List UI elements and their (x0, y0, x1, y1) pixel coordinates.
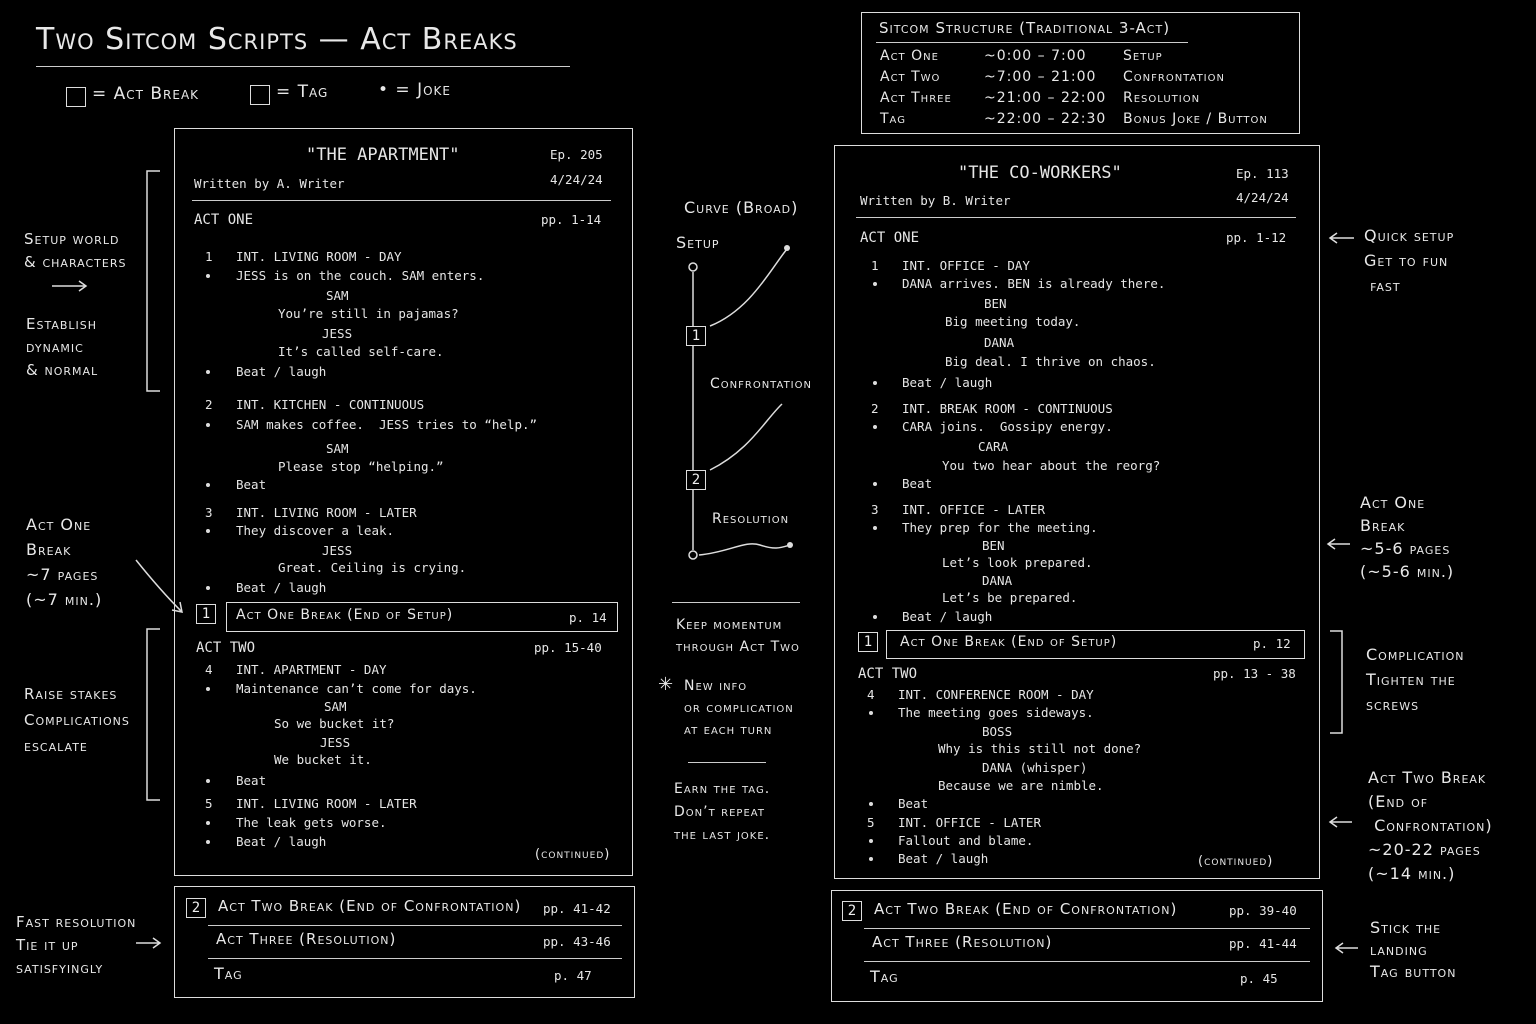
curve-resolution-line (699, 544, 790, 555)
note-act-one-break-right: Act One Break ~5-6 pages (~5-6 min.) (1360, 493, 1455, 581)
note-fast-resolution: Fast resolution Tie it up satisfyingly (16, 913, 137, 977)
action-line: Maintenance can’t come for days. (236, 681, 477, 696)
arrow-stick-landing (1336, 943, 1358, 953)
character-name: DANA (984, 335, 1015, 350)
structure-row-label: Tag (880, 111, 906, 127)
curve-act-break-1: 1 (686, 326, 706, 346)
beat-line: Beat / laugh (236, 834, 327, 849)
tip-earn-the-tag: Earn the tag. Don’t repeat the last joke. (674, 781, 771, 843)
act-break-label: Act One Break (End of Setup) (900, 634, 1118, 650)
right-act-one: ACT ONE (860, 230, 920, 246)
scene-number: 5 (205, 796, 213, 811)
beat-line: Beat / laugh (902, 609, 993, 624)
beat-line: Beat (236, 773, 267, 788)
action-line: Fallout and blame. (898, 833, 1034, 848)
structure-row-phase: Confrontation (1123, 69, 1225, 85)
dialogue-line: Let’s look prepared. (942, 555, 1093, 570)
left-date: 4/24/24 (550, 172, 603, 187)
curve-setup-line (710, 249, 787, 326)
character-name: CARA (978, 439, 1009, 454)
right-bracket-complication (1330, 631, 1342, 733)
curve-resolution-end (787, 542, 793, 548)
character-name: BEN (984, 296, 1007, 311)
action-line: DANA arrives. BEN is already there. (902, 276, 1166, 291)
arrow-act-one-break-right (1328, 539, 1350, 549)
dialogue-line: Because we are nimble. (938, 778, 1104, 793)
act-break-marker: 2 (842, 901, 862, 921)
dialogue-line: Big deal. I thrive on chaos. (945, 354, 1156, 369)
dialogue-line: You’re still in pajamas? (278, 306, 459, 321)
action-line: The leak gets worse. (236, 815, 387, 830)
dialogue-line: Big meeting today. (945, 314, 1081, 329)
dialogue-line: It’s called self-care. (278, 344, 444, 359)
beat-line: Beat (236, 477, 267, 492)
arrow-quick-setup (1330, 233, 1354, 243)
action-line: CARA joins. Gossipy energy. (902, 419, 1113, 434)
dialogue-line: Please stop “helping.” (278, 459, 444, 474)
character-name: DANA (whisper) (982, 760, 1088, 775)
left-act-two: ACT TWO (196, 640, 256, 656)
act-break-label: Act Two Break (End of Confrontation) (218, 897, 522, 915)
scene-number: 4 (205, 662, 213, 677)
tip-new-info: New info or complication at each turn (684, 678, 794, 738)
right-episode: Ep. 113 (1236, 166, 1289, 181)
asterisk-icon: ✳ (658, 674, 675, 695)
note-quick-setup: Quick setup Get to fun fast (1364, 226, 1455, 295)
left-act-one: ACT ONE (194, 212, 254, 228)
note-act-one-break: Act One Break ~7 pages (~7 min.) (26, 515, 103, 609)
curve-resolution-label: Resolution (712, 511, 790, 527)
arrow-fast-resolution (136, 938, 160, 948)
scene-heading: INT. APARTMENT - DAY (236, 662, 387, 677)
structure-row-time: ~22:00 – 22:30 (984, 111, 1107, 127)
curve-title: Curve (Broad) (684, 198, 799, 217)
act-break-pages: pp. 41-42 (543, 901, 611, 916)
tip-keep-momentum: Keep momentum through Act Two (676, 617, 800, 655)
scene-number: 4 (867, 687, 875, 702)
right-act-two-pages: pp. 13 - 38 (1213, 666, 1296, 681)
action-line: The meeting goes sideways. (898, 705, 1094, 720)
beat-line: Beat (898, 796, 929, 811)
curve-end-node (689, 551, 697, 559)
scene-number: 1 (871, 258, 879, 273)
note-stick-landing: Stick the landing Tag button (1370, 918, 1457, 981)
character-name: SAM (326, 288, 349, 303)
beat-line: Beat (902, 476, 933, 491)
beat-line: Beat / laugh (898, 851, 989, 866)
left-bracket-setup (147, 171, 160, 391)
note-complication: Complication Tighten the screws (1366, 645, 1465, 714)
right-act-two: ACT TWO (858, 666, 918, 682)
scene-heading: INT. LIVING ROOM - DAY (236, 249, 402, 264)
left-act-two-pages: pp. 15-40 (534, 640, 602, 655)
dialogue-line: You two hear about the reorg? (942, 458, 1161, 473)
structure-row-phase: Setup (1123, 48, 1163, 64)
structure-title: Sitcom Structure (Traditional 3-Act) (879, 19, 1171, 37)
structure-row-label: Act Three (880, 90, 952, 106)
scene-heading: INT. LIVING ROOM - LATER (236, 796, 417, 811)
action-line: They prep for the meeting. (902, 520, 1098, 535)
action-line: SAM makes coffee. JESS tries to “help.” (236, 417, 538, 432)
arrow-act-one-break (136, 560, 182, 612)
tag-page: p. 47 (554, 968, 592, 983)
structure-row-label: Act Two (880, 69, 941, 85)
act-break-page: p. 14 (569, 610, 607, 625)
right-author: Written by B. Writer (860, 193, 1011, 208)
scene-number: 3 (205, 505, 213, 520)
right-act-one-pages: pp. 1-12 (1226, 230, 1287, 245)
legend-tag: = Tag (276, 82, 329, 102)
scene-heading: INT. OFFICE - DAY (902, 258, 1030, 273)
character-name: BOSS (982, 724, 1013, 739)
beat-line: Beat / laugh (236, 364, 327, 379)
scene-heading: INT. BREAK ROOM - CONTINUOUS (902, 401, 1113, 416)
scene-number: 1 (205, 249, 213, 264)
note-raise-stakes: Raise stakes Complications escalate (24, 685, 130, 755)
curve-setup-peak (784, 245, 790, 251)
act-break-marker: 1 (858, 632, 878, 652)
character-name: DANA (982, 573, 1013, 588)
dialogue-line: We bucket it. (274, 752, 372, 767)
continued-label: (continued) (535, 847, 611, 862)
character-name: BEN (982, 538, 1005, 553)
act-break-marker: 1 (196, 604, 216, 624)
scene-heading: INT. CONFERENCE ROOM - DAY (898, 687, 1094, 702)
continued-label: (continued) (1198, 854, 1274, 869)
scene-number: 2 (205, 397, 213, 412)
dialogue-line: Great. Ceiling is crying. (278, 560, 467, 575)
right-script-title: "THE CO-WORKERS" (958, 163, 1122, 183)
dialogue-line: Let’s be prepared. (942, 590, 1078, 605)
curve-confrontation-line (710, 404, 782, 470)
action-line: JESS is on the couch. SAM enters. (236, 268, 485, 283)
character-name: JESS (322, 543, 353, 558)
legend-act-break: = Act Break (92, 84, 200, 104)
tag-label: Tag (214, 964, 243, 983)
structure-row-phase: Bonus Joke / Button (1123, 111, 1268, 127)
act-three-pages: pp. 41-44 (1229, 936, 1297, 951)
scene-number: 3 (871, 502, 879, 517)
left-script-title: "THE APARTMENT" (306, 145, 460, 165)
left-episode: Ep. 205 (550, 147, 603, 162)
curve-setup-label: Setup (676, 233, 720, 252)
left-author: Written by A. Writer (194, 176, 345, 191)
act-break-page: p. 12 (1253, 636, 1291, 651)
act-break-marker: 2 (186, 898, 206, 918)
curve-confrontation-label: Confrontation (710, 376, 812, 392)
left-bracket-act-two (147, 629, 160, 800)
left-act-one-pages: pp. 1-14 (541, 212, 602, 227)
arrow-setup (52, 281, 86, 291)
action-line: They discover a leak. (236, 523, 395, 538)
dialogue-line: Why is this still not done? (938, 741, 1142, 756)
curve-start-node (689, 263, 697, 271)
dialogue-line: So we bucket it? (274, 716, 395, 731)
scene-heading: INT. OFFICE - LATER (898, 815, 1041, 830)
structure-row-time: ~21:00 – 22:00 (984, 90, 1107, 106)
scene-heading: INT. OFFICE - LATER (902, 502, 1045, 517)
act-break-label: Act One Break (End of Setup) (236, 607, 454, 623)
arrow-act-two-break (1330, 817, 1352, 827)
act-three-label: Act Three (Resolution) (216, 930, 397, 948)
scene-heading: INT. LIVING ROOM - LATER (236, 505, 417, 520)
structure-row-phase: Resolution (1123, 90, 1201, 106)
curve-act-break-2: 2 (686, 470, 706, 490)
character-name: SAM (326, 441, 349, 456)
note-act-two-break: Act Two Break (End of Confrontation) ~20-22 pages (~14 min.) (1368, 768, 1493, 883)
right-date: 4/24/24 (1236, 190, 1289, 205)
legend-joke: • = Joke (378, 80, 451, 100)
scene-number: 5 (867, 815, 875, 830)
beat-line: Beat / laugh (902, 375, 993, 390)
structure-row-time: ~7:00 – 21:00 (984, 69, 1097, 85)
beat-line: Beat / laugh (236, 580, 327, 595)
character-name: JESS (322, 326, 353, 341)
tag-label: Tag (870, 967, 899, 986)
scene-heading: INT. KITCHEN - CONTINUOUS (236, 397, 425, 412)
scene-number: 2 (871, 401, 879, 416)
character-name: SAM (324, 699, 347, 714)
note-setup-world: Setup world & characters (24, 230, 127, 271)
structure-row-label: Act One (880, 48, 939, 64)
note-establish-dynamic: Establish dynamic & normal (26, 315, 99, 379)
act-break-pages: pp. 39-40 (1229, 903, 1297, 918)
act-break-label: Act Two Break (End of Confrontation) (874, 900, 1178, 918)
structure-row-time: ~0:00 – 7:00 (984, 48, 1087, 64)
page-title: Two Sitcom Scripts — Act Breaks (36, 22, 518, 57)
character-name: JESS (320, 735, 351, 750)
act-three-label: Act Three (Resolution) (872, 933, 1053, 951)
act-three-pages: pp. 43-46 (543, 934, 611, 949)
tag-page: p. 45 (1240, 971, 1278, 986)
